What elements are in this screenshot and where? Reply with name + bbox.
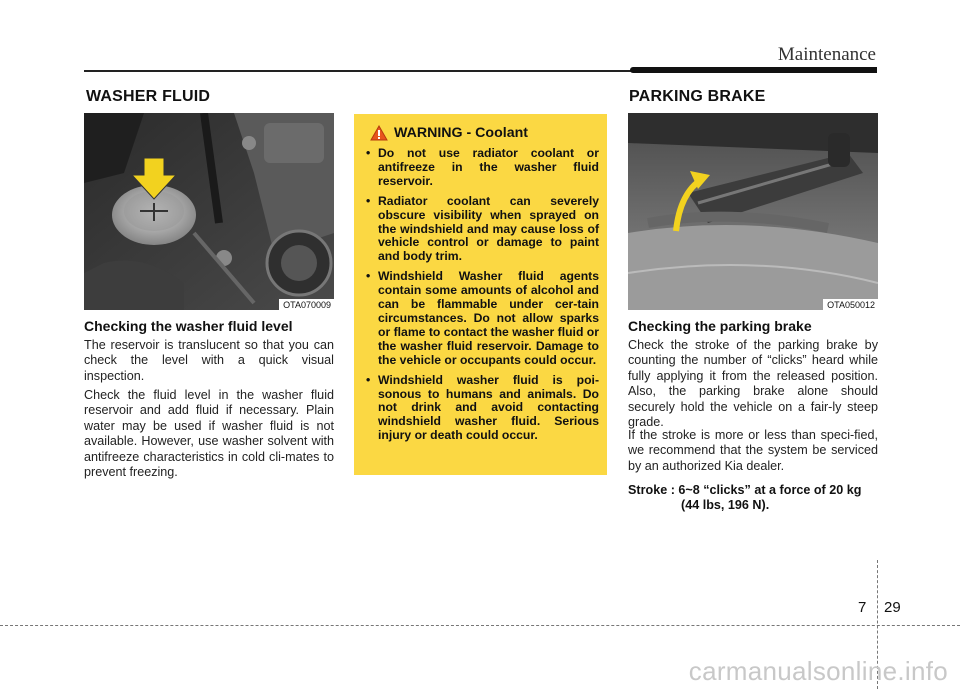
chapter-number: 7 (858, 599, 867, 616)
warning-triangle-icon (370, 125, 388, 141)
warning-item: • Windshield washer fluid is poi-sonous to humans and animals. Do not drink and avoid contacting windshield washer fluid. Serious injury or death could occur. (366, 372, 599, 443)
footer-rule (0, 625, 960, 626)
stroke-spec-line-2: (44 lbs, 196 N). (681, 498, 770, 513)
parking-subheading: Checking the parking brake (628, 318, 812, 334)
engine-bay-illustration (84, 113, 334, 310)
warning-item: • Radiator coolant can severely obscure visibility when sprayed on the windshield and may cause loss of vehicle control or damage to paint and body trim. (366, 193, 599, 264)
warning-list (364, 147, 599, 449)
parking-paragraph-2: If the stroke is more or less than speci-fied, we recommend that the system be serviced by an authorized Kia dealer. (628, 428, 878, 473)
parking-brake-title: PARKING BRAKE (629, 88, 766, 105)
stroke-spec-line-1: Stroke : 6~8 “clicks” at a force of 20 kg (628, 483, 862, 497)
header-rule-accent (630, 67, 877, 73)
washer-paragraph-2: Check the fluid level in the washer fluid reservoir and add fluid if necessary. Plain water may be used if washer fluid is not available. However, use washer solvent with antifreeze characteristics in cold cli-mates to prevent freezing. (84, 388, 334, 480)
washer-reservoir-photo (84, 113, 334, 310)
bullet-glyph: • (366, 269, 371, 284)
washer-fluid-title: WASHER FLUID (86, 88, 211, 105)
washer-paragraph-1: The reservoir is translucent so that you can check the level with a quick visual inspection. (84, 338, 334, 383)
stroke-spec (628, 483, 880, 514)
parking-paragraph-1: Check the stroke of the parking brake by counting the number of “clicks” heard while fully applying it from the released position. Also, the parking brake alone should securely hold the vehicle on a fair-ly steep grade. (628, 338, 878, 430)
photo-caption: OTA070009 (279, 299, 334, 310)
warning-title: WARNING - Coolant (394, 125, 528, 141)
bullet-glyph: • (366, 372, 371, 387)
bullet-glyph: • (366, 146, 371, 160)
watermark: carmanualsonline.info (688, 656, 948, 686)
running-header: Maintenance (777, 44, 876, 65)
photo-caption: OTA050012 (823, 299, 878, 310)
washer-subheading: Checking the washer fluid level (84, 318, 293, 334)
warning-header (370, 122, 528, 144)
bullet-glyph: • (366, 193, 371, 208)
parking-brake-illustration (628, 113, 878, 310)
warning-item: • Windshield Washer fluid agents contain some amounts of alcohol and can be flammable under cer-tain circumstances. Do not allow sparks or flame to contact the washer fluid or the washer fluid reservoir. Damage to the vehicle or occupants could occur. (366, 269, 599, 367)
warning-item: • Do not use radiator coolant or antifreeze in the washer fluid reservoir. (366, 146, 599, 188)
parking-brake-photo (628, 113, 878, 310)
warning-box (354, 114, 607, 475)
page-number: 29 (884, 599, 901, 616)
